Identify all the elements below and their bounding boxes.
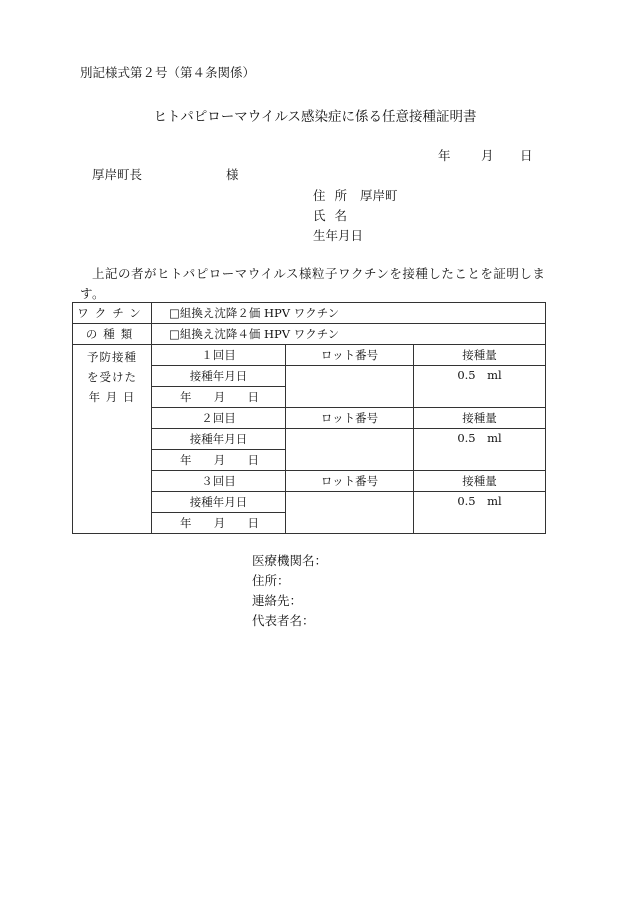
addressee-honorific: 様 bbox=[226, 167, 239, 182]
applicant-name-row bbox=[313, 206, 360, 224]
dose-1-day: 日 bbox=[247, 389, 259, 404]
dose-1-date-label: 接種年月日 bbox=[152, 366, 286, 387]
applicant-address-value: 厚岸町 bbox=[360, 188, 398, 203]
vaccine-option-quadrivalent[interactable]: □組換え沈降４価 HPV ワクチン bbox=[152, 324, 546, 345]
dose-2-lot-field[interactable] bbox=[286, 429, 414, 471]
dose-3-lot-header: ロット番号 bbox=[286, 471, 414, 492]
dose-1-year: 年 bbox=[180, 389, 192, 404]
clinic-address-label: 住所： bbox=[252, 573, 290, 588]
dose-3-date-field[interactable] bbox=[152, 513, 286, 534]
vaccine-option-bivalent[interactable]: □組換え沈降２価 HPV ワクチン bbox=[152, 303, 546, 324]
dose-3-lot-field[interactable] bbox=[286, 492, 414, 534]
dose-3-amount-header: 接種量 bbox=[414, 471, 546, 492]
dose-3-amount: 0.5 ml bbox=[414, 492, 546, 534]
dose-2-month: 月 bbox=[213, 452, 226, 467]
dose-2-amount: 0.5 ml bbox=[414, 429, 546, 471]
dose-1-lot-header: ロット番号 bbox=[286, 345, 414, 366]
certification-statement: 上記の者がヒトパピローマウイルス様粒子ワクチンを接種したことを証明します。 bbox=[80, 266, 546, 301]
dates-label-line-2: を受けた bbox=[87, 370, 137, 384]
vaccination-dates-label bbox=[73, 345, 152, 534]
dose-1-month: 月 bbox=[213, 389, 226, 404]
clinic-representative-label: 代表者名： bbox=[252, 613, 315, 628]
date-month-label: 月 bbox=[481, 148, 494, 163]
dose-2-amount-header: 接種量 bbox=[414, 408, 546, 429]
dose-1-amount: 0.5 ml bbox=[414, 366, 546, 408]
dose-3-year: 年 bbox=[180, 515, 192, 530]
dose-1-ordinal: １回目 bbox=[152, 345, 286, 366]
date-year-label: 年 bbox=[438, 148, 451, 163]
dose-3-date-label: 接種年月日 bbox=[152, 492, 286, 513]
dose-2-date-field[interactable] bbox=[152, 450, 286, 471]
applicant-address-label: 住所 bbox=[313, 188, 357, 203]
vaccine-type-label-1: ワクチン bbox=[73, 303, 152, 324]
form-reference: 別記様式第２号（第４条関係） bbox=[80, 65, 256, 80]
addressee-mayor: 厚岸町長 bbox=[92, 167, 143, 182]
dose-2-day: 日 bbox=[247, 452, 259, 467]
clinic-name-label: 医療機関名： bbox=[252, 553, 328, 568]
applicant-birth-label: 生年月日 bbox=[313, 228, 364, 243]
dose-1-lot-field[interactable] bbox=[286, 366, 414, 408]
clinic-contact-label: 連絡先： bbox=[252, 593, 303, 608]
applicant-name-label: 氏名 bbox=[313, 208, 357, 223]
dose-1-amount-header: 接種量 bbox=[414, 345, 546, 366]
applicant-address-row bbox=[313, 186, 398, 204]
applicant-birth-row bbox=[313, 226, 363, 244]
document-title: ヒトパピローマウイルス感染症に係る任意接種証明書 bbox=[153, 109, 477, 125]
dose-1-date-field[interactable] bbox=[152, 387, 286, 408]
dose-2-date-label: 接種年月日 bbox=[152, 429, 286, 450]
dose-2-lot-header: ロット番号 bbox=[286, 408, 414, 429]
vaccination-table bbox=[72, 302, 546, 534]
dose-3-month: 月 bbox=[213, 515, 226, 530]
dose-2-year: 年 bbox=[180, 452, 192, 467]
dates-label-line-1: 予防接種 bbox=[87, 350, 137, 364]
dose-3-day: 日 bbox=[247, 515, 259, 530]
dose-2-ordinal: ２回目 bbox=[152, 408, 286, 429]
dose-3-ordinal: ３回目 bbox=[152, 471, 286, 492]
date-day-label: 日 bbox=[520, 148, 533, 163]
vaccine-type-label-2: の種類 bbox=[73, 324, 152, 345]
dates-label-line-3: 年 月 日 bbox=[88, 390, 136, 404]
